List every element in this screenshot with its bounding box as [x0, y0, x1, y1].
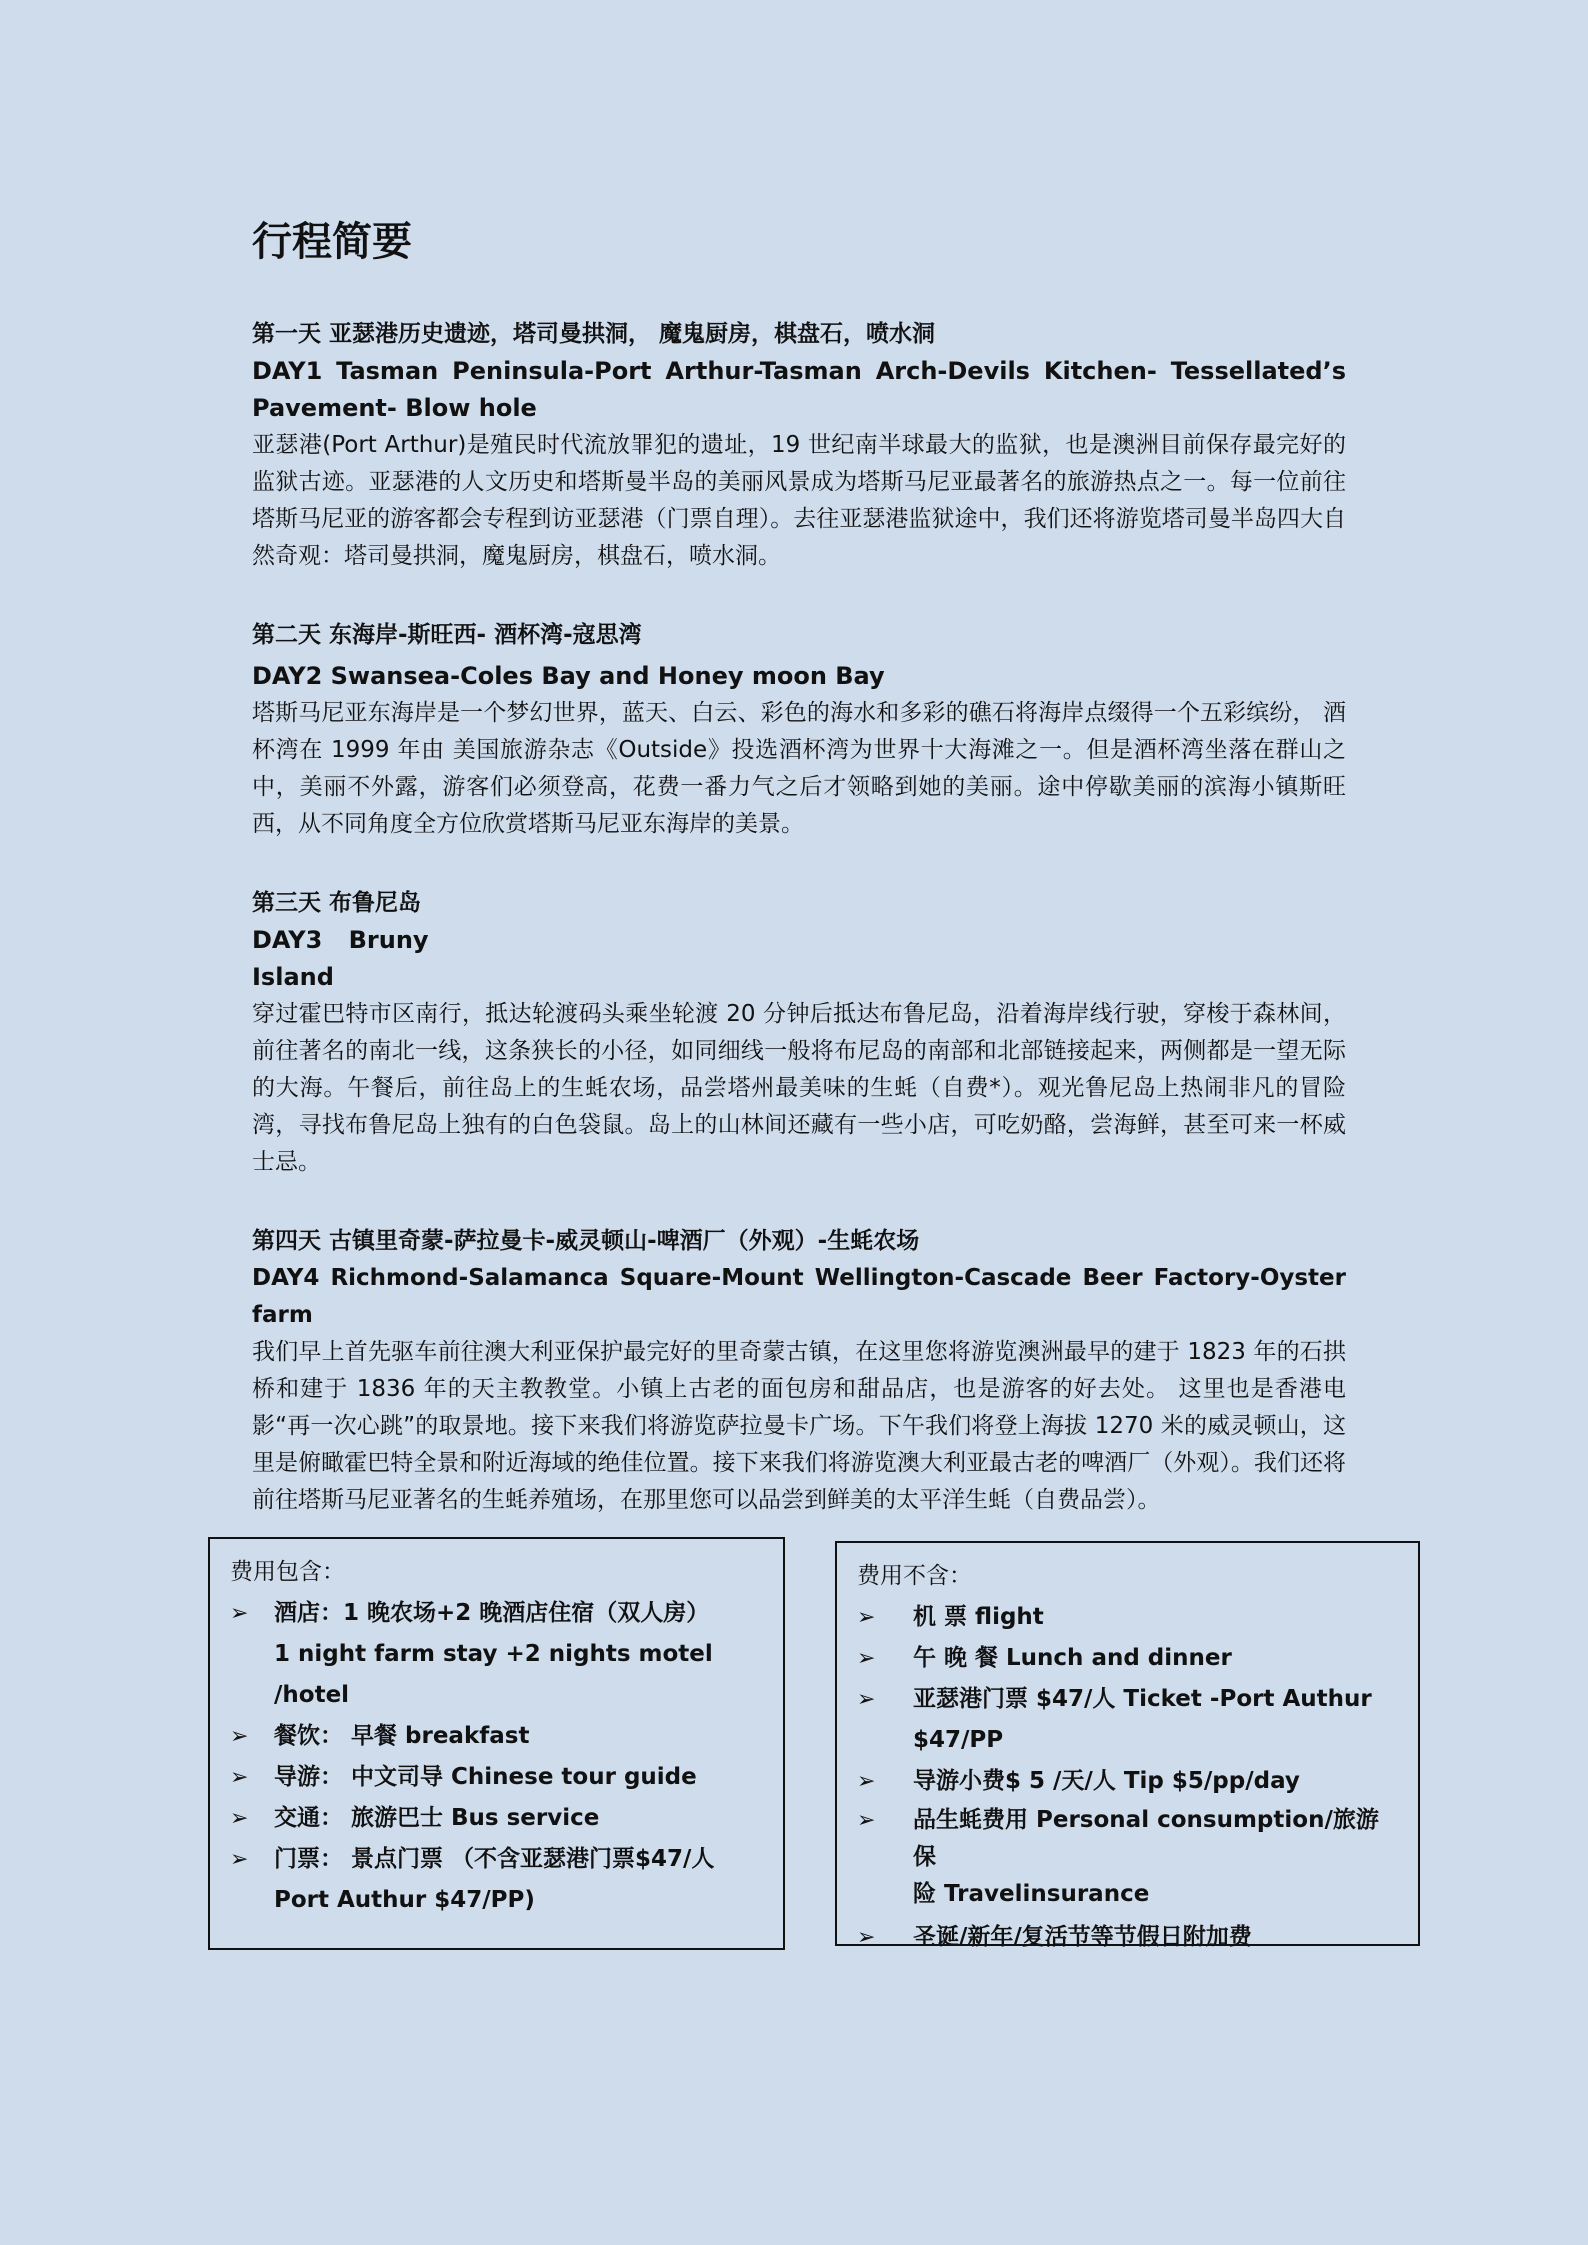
fees-included-box [208, 1537, 785, 1950]
day-4-cn-heading: 第四天 古镇里奇蒙-萨拉曼卡-威灵顿山-啤酒厂（外观）-生蚝农场 [252, 1228, 920, 1254]
list-item [857, 1802, 1398, 1913]
included-item-3: 导游： 中文司导 Chinese tour guide [274, 1764, 697, 1790]
day-3-section [252, 885, 1346, 1181]
day-3-description: 穿过霍巴特市区南行，抵达轮渡码头乘坐轮渡 20 分钟后抵达布鲁尼岛，沿着海岸线行驶，穿梭于森林间，前往著名的南北一线，这条狭长的小径，如同细线一般将布尼岛的南部和北部链接起来，两侧都是一望无际的大海。午餐后，前往岛上的生蚝农场，品尝塔州最美味的生蚝（自费*）。观光鲁尼岛上热闹非凡的冒险湾，寻找布鲁尼岛上独有的白色袋鼠。岛上的山林间还藏有一些小店，可吃奶酪，尝海鲜，甚至可来一杯威士忌。 [252, 1001, 1346, 1175]
arrow-bullet-icon: ➢ [857, 1605, 876, 1630]
arrow-bullet-icon: ➢ [857, 1925, 876, 1950]
list-item [857, 1638, 1398, 1679]
day-1-cn-heading: 第一天 亚瑟港历史遗迹，塔司曼拱洞， 魔鬼厨房，棋盘石，喷水洞 [252, 321, 936, 347]
page-title: 行程简要 [252, 219, 412, 265]
fees-excluded-box [835, 1541, 1420, 1950]
day-4-description: 我们早上首先驱车前往澳大利亚保护最完好的里奇蒙古镇，在这里您将游览澳洲最早的建于 1823 年的石拱桥和建于 1836 年的天主教教堂。小镇上古老的面包房和甜品店，也是游客的好去处。 这里也是香港电影“再一次心跳”的取景地。接下来我们将游览萨拉曼卡广场。下午我们将登上海拔 1270 米的威灵顿山，这里是俯瞰霍巴特全景和附近海域的绝佳位置。接下来我们将游览澳大利亚最古老的啤酒厂（外观）。我们还将前往塔斯马尼亚著名的生蚝养殖场，在那里您可以品尝到鲜美的太平洋生蚝（自费品尝）。 [252, 1339, 1346, 1513]
arrow-bullet-icon: ➢ [230, 1724, 249, 1749]
list-item [230, 1839, 763, 1921]
day-1-description: 亚瑟港(Port Arthur)是殖民时代流放罪犯的遗址，19 世纪南半球最大的监狱，也是澳洲目前保存最完好的监狱古迹。亚瑟港的人文历史和塔斯曼半岛的美丽风景成为塔斯马尼亚最著名的旅游热点之一。每一位前往塔斯马尼亚的游客都会专程到访亚瑟港（门票自理）。去往亚瑟港监狱途中，我们还将游览塔司曼半岛四大自然奇观：塔司曼拱洞，魔鬼厨房，棋盘石，喷水洞。 [252, 432, 1346, 569]
day-1-section [252, 316, 1346, 575]
excluded-item-5-line2: 险 Travelinsurance [913, 1881, 1150, 1907]
excluded-item-5-line1: 品生蚝费用 Personal consumption/旅游保 [913, 1807, 1379, 1870]
arrow-bullet-icon: ➢ [857, 1646, 876, 1671]
included-item-1-line1: 酒店：1 晚农场+2 晚酒店住宿（双人房） [274, 1600, 710, 1626]
list-item [230, 1716, 763, 1757]
list-item [857, 1761, 1398, 1802]
list-item [857, 1679, 1398, 1761]
excluded-item-6: 圣诞/新年/复活节等节假日附加费 [913, 1924, 1252, 1950]
excluded-item-1: 机 票 flight [913, 1604, 1044, 1630]
included-item-5-line2: Port Authur $47/PP) [274, 1887, 535, 1913]
included-item-4: 交通： 旅游巴士 Bus service [274, 1805, 600, 1831]
included-item-5-line1: 门票： 景点门票 （不含亚瑟港门票$47/人 [274, 1846, 715, 1872]
day-2-cn-heading: 第二天 东海岸-斯旺西- 酒杯湾-寇思湾 [252, 622, 642, 648]
fees-excluded-list [857, 1597, 1398, 1958]
arrow-bullet-icon: ➢ [857, 1769, 876, 1794]
arrow-bullet-icon: ➢ [230, 1765, 249, 1790]
day-2-section [252, 617, 1346, 843]
day-1-en-heading-line2: Pavement- Blow hole [252, 394, 537, 422]
excluded-item-4: 导游小费$ 5 /天/人 Tip $5/pp/day [913, 1768, 1300, 1794]
day-2-description: 塔斯马尼亚东海岸是一个梦幻世界，蓝天、白云、彩色的海水和多彩的礁石将海岸点缀得一个五彩缤纷， 酒杯湾在 1999 年由 美国旅游杂志《Outside》投选酒杯湾为世界十大海滩之一。但是酒杯湾坐落在群山之中，美丽不外露，游客们必须登高，花费一番力气之后才领略到她的美丽。途中停歇美丽的滨海小镇斯旺西，从不同角度全方位欣赏塔斯马尼亚东海岸的美景。 [252, 700, 1346, 837]
fees-included-title: 费用包含： [230, 1559, 345, 1585]
day-3-en-heading-line2: Island [252, 963, 334, 991]
excluded-item-3-line2: $47/PP [913, 1727, 1004, 1753]
arrow-bullet-icon: ➢ [857, 1687, 876, 1712]
list-item [230, 1798, 763, 1839]
arrow-bullet-icon: ➢ [230, 1806, 249, 1831]
included-item-1-line2: 1 night farm stay +2 nights motel /hotel [274, 1641, 713, 1708]
included-item-2: 餐饮： 早餐 breakfast [274, 1723, 530, 1749]
list-item [230, 1593, 763, 1716]
arrow-bullet-icon: ➢ [230, 1847, 249, 1872]
excluded-item-2: 午 晚 餐 Lunch and dinner [913, 1645, 1232, 1671]
day-2-en-heading: DAY2 Swansea-Coles Bay and Honey moon Bay [252, 662, 885, 690]
list-item [230, 1757, 763, 1798]
excluded-item-3-line1: 亚瑟港门票 $47/人 Ticket -Port Authur [913, 1686, 1372, 1712]
fees-excluded-title: 费用不含： [857, 1563, 972, 1589]
itinerary-page [252, 218, 1346, 1561]
arrow-bullet-icon: ➢ [857, 1808, 876, 1833]
fees-included-list [230, 1593, 763, 1921]
day-1-en-heading-line1: DAY1 Tasman Peninsula-Port Arthur-Tasman Arch-Devils Kitchen- Tessellated’s [252, 357, 1346, 385]
day-3-en-heading-line1: DAY3 Bruny [252, 926, 429, 954]
list-item [857, 1917, 1398, 1958]
day-3-cn-heading: 第三天 布鲁尼岛 [252, 890, 422, 916]
day-4-en-heading: DAY4 Richmond-Salamanca Square-Mount Wellington-Cascade Beer Factory-Oyster farm [252, 1265, 1346, 1328]
day-4-section [252, 1223, 1346, 1519]
arrow-bullet-icon: ➢ [230, 1601, 249, 1626]
list-item [857, 1597, 1398, 1638]
